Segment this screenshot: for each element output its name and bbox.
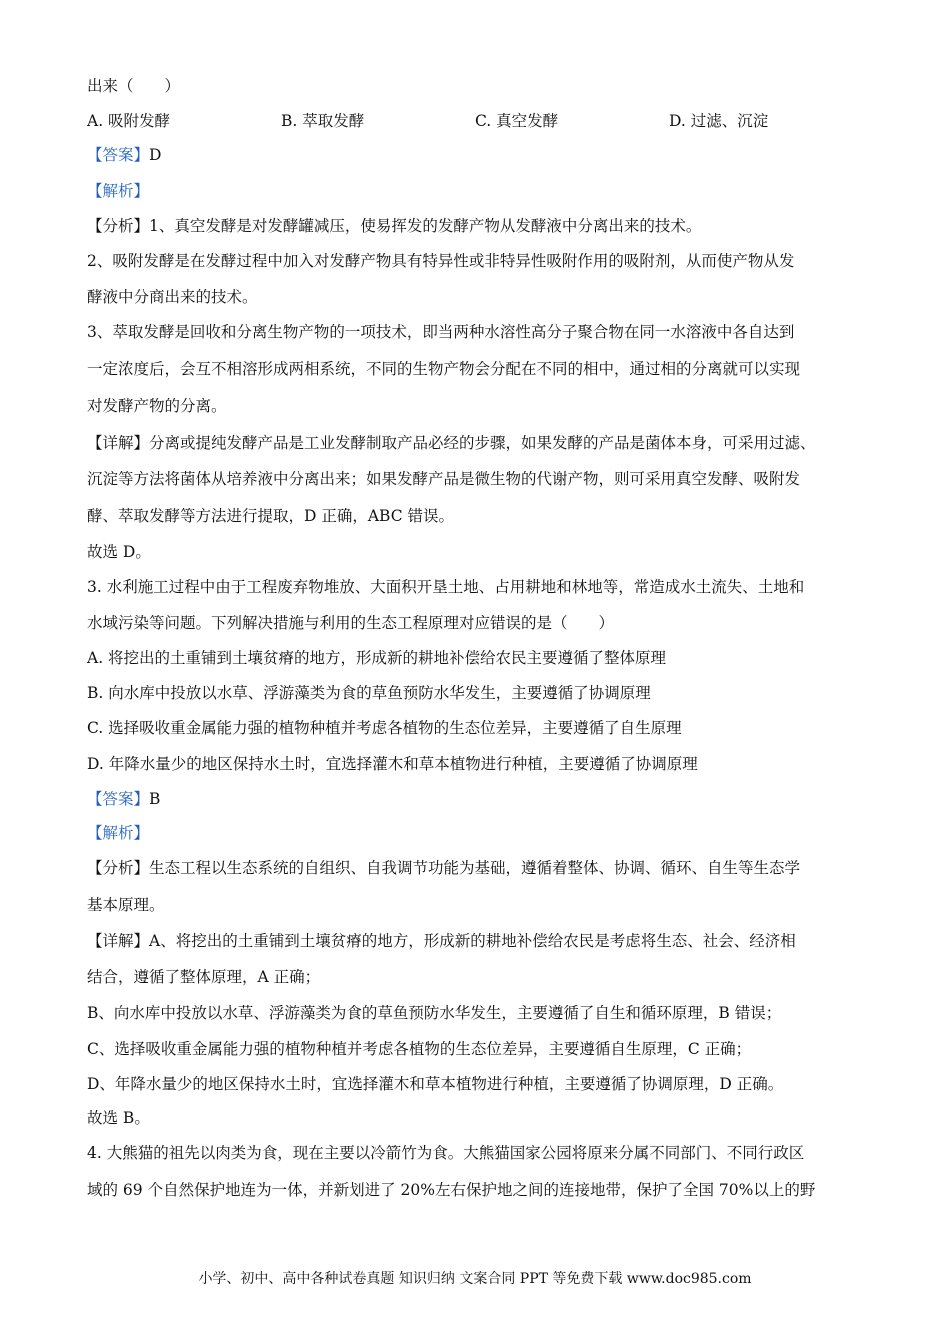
q3-stem-line-2: 水域污染等问题。下列解决措施与利用的生态工程原理对应错误的是（ ） <box>87 614 615 632</box>
q2-fenxi-line-4: 3、萃取发酵是回收和分离生物产物的一项技术，即当两种水溶性高分子聚合物在同一水溶液中各自达到 <box>87 323 795 341</box>
q2-fenxi-line-3: 酵液中分商出来的技术。 <box>87 288 258 306</box>
q2-option-b: B. 萃取发酵 <box>281 112 365 130</box>
answer-tag: 【答案】 <box>87 146 150 164</box>
q3-option-b: B. 向水库中投放以水草、浮游藻类为食的草鱼预防水华发生，主要遵循了协调原理 <box>87 684 651 702</box>
q3-option-d: D. 年降水量少的地区保持水土时，宜选择灌木和草本植物进行种植，主要遵循了协调原理 <box>87 755 698 773</box>
q2-xiangjie-line-1 <box>87 433 816 453</box>
q3-xiangjie-line-1 <box>87 931 796 951</box>
q4-stem-line-1: 4. 大熊猫的祖先以肉类为食，现在主要以冷箭竹为食。大熊猫国家公园将原来分属不同部门、不同行政区 <box>87 1144 805 1162</box>
q2-option-c: C. 真空发酵 <box>475 112 559 130</box>
answer-tag: 【答案】 <box>87 790 150 808</box>
q2-conclusion: 故选 D。 <box>87 543 151 561</box>
fenxi-text: 1、真空发酵是对发酵罐减压，使易挥发的发酵产物从发酵液中分离出来的技术。 <box>149 217 702 235</box>
q3-xiangjie-line-5: D、年降水量少的地区保持水土时，宜选择灌木和草本植物进行种植，主要遵循了协调原理，D 正确。 <box>87 1075 784 1093</box>
q2-fenxi-line-2: 2、吸附发酵是在发酵过程中加入对发酵产物具有特异性或非特异性吸附作用的吸附剂，从而使产物从发 <box>87 252 795 270</box>
q2-fenxi-line-6: 对发酵产物的分离。 <box>87 397 227 415</box>
q3-xiangjie-line-4: C、选择吸收重金属能力强的植物种植并考虑各植物的生态位差异，主要遵循自生原理，C 正确； <box>87 1040 752 1058</box>
answer-value: D <box>149 146 162 164</box>
xiangjie-tag: 【详解】 <box>87 932 150 950</box>
q3-analysis-tag: 【解析】 <box>87 824 150 842</box>
q3-xiangjie-line-2: 结合，遵循了整体原理，A 正确； <box>87 968 321 986</box>
xiangjie-text: A、将挖出的土重铺到土壤贫瘠的地方，形成新的耕地补偿给农民是考虑将生态、社会、经济相 <box>149 932 796 950</box>
q2-xiangjie-line-3: 酵、萃取发酵等方法进行提取，D 正确，ABC 错误。 <box>87 507 455 525</box>
page-footer: 小学、初中、高中各种试卷真题 知识归纳 文案合同 PPT 等免费下载 www.doc985.com <box>198 1271 752 1287</box>
answer-value: B <box>149 790 161 808</box>
q2-fenxi-line-5: 一定浓度后，会互不相溶形成两相系统，不同的生物产物会分配在不同的相中，通过相的分离就可以实现 <box>87 360 801 378</box>
xiangjie-text: 分离或提纯发酵产品是工业发酵制取产品必经的步骤，如果发酵的产品是菌体本身，可采用过滤、 <box>149 434 816 452</box>
q2-fenxi-line-1 <box>87 216 701 236</box>
q3-fenxi-line-1 <box>87 858 800 878</box>
fenxi-tag: 【分析】 <box>87 859 150 877</box>
q2-answer <box>87 145 161 165</box>
q3-answer <box>87 789 160 809</box>
q3-option-a: A. 将挖出的土重铺到土壤贫瘠的地方，形成新的耕地补偿给农民主要遵循了整体原理 <box>87 649 667 667</box>
q2-xiangjie-line-2: 沉淀等方法将菌体从培养液中分离出来；如果发酵产品是微生物的代谢产物，则可采用真空发酵、吸附发 <box>87 470 801 488</box>
xiangjie-tag: 【详解】 <box>87 434 150 452</box>
q2-option-a: A. 吸附发酵 <box>87 112 171 130</box>
q3-conclusion: 故选 B。 <box>87 1109 150 1127</box>
fenxi-text: 生态工程以生态系统的自组织、自我调节功能为基础，遵循着整体、协调、循环、自生等生态学 <box>149 859 801 877</box>
q2-stem-tail: 出来（ ） <box>87 77 181 95</box>
q3-xiangjie-line-3: B、向水库中投放以水草、浮游藻类为食的草鱼预防水华发生，主要遵循了自生和循环原理，B 错误； <box>87 1004 782 1022</box>
q3-stem-line-1: 3. 水利施工过程中由于工程废弃物堆放、大面积开垦土地、占用耕地和林地等，常造成水土流失、土地和 <box>87 578 805 596</box>
q2-analysis-tag: 【解析】 <box>87 182 150 200</box>
q3-fenxi-line-2: 基本原理。 <box>87 896 165 914</box>
q2-option-d: D. 过滤、沉淀 <box>669 112 769 130</box>
q3-option-c: C. 选择吸收重金属能力强的植物种植并考虑各植物的生态位差异，主要遵循了自生原理 <box>87 719 682 737</box>
fenxi-tag: 【分析】 <box>87 217 150 235</box>
q4-stem-line-2: 域的 69 个自然保护地连为一体，并新划进了 20%左右保护地之间的连接地带，保护了全国 70%以上的野 <box>87 1181 816 1199</box>
